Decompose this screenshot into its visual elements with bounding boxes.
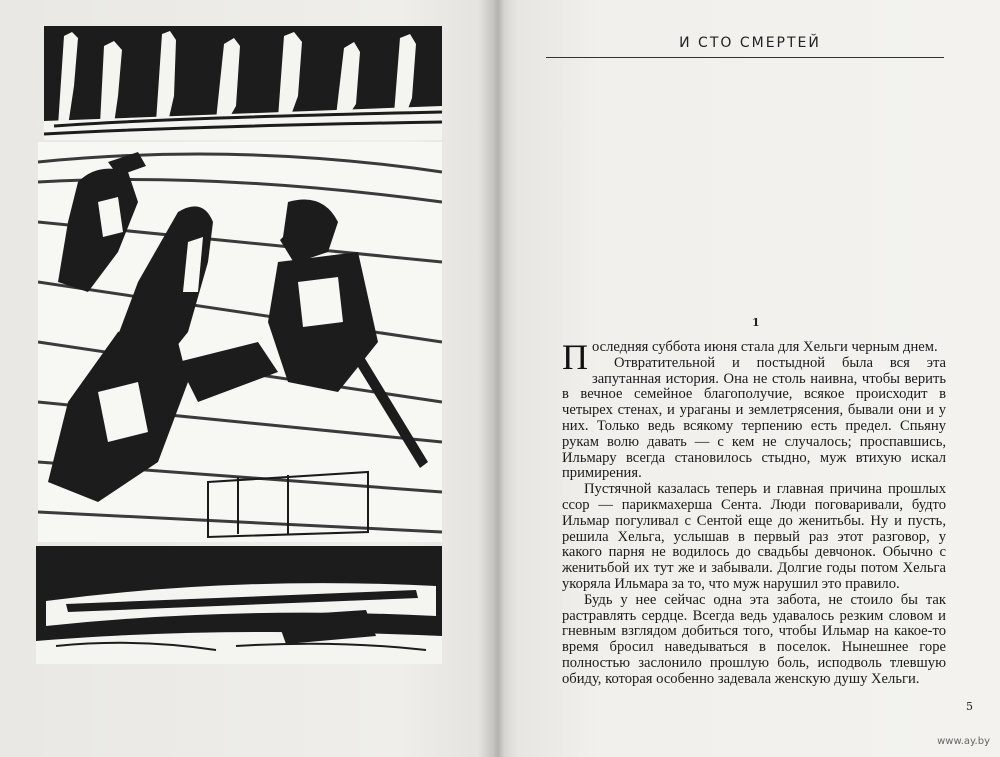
paragraph <box>562 337 946 377</box>
illustration-panel-soldiers <box>38 142 442 542</box>
paragraph-text: оследняя суббота июня стала для Хельги черным днем. <box>592 339 938 355</box>
paragraph: Отвратительной и постыдной была вся эта запутанная история. Она не столь наивна, чтобы верить в вечное семейное благополучие, всякое происходит в четырех стенах, и ураганы и землетрясения, бывали они и у них. Только ведь всякому терпению есть предел. Спьяну рукам волю давать — с кем не случалось; проспавшись, Ильмару всегда становилось стыдно, муж втихую искал примирения. <box>562 354 946 482</box>
book-gutter <box>478 0 518 757</box>
watermark: www.ay.by <box>937 736 990 747</box>
illustration-panel-top <box>44 26 442 140</box>
illustration-panel-rifle <box>36 546 442 664</box>
chapter-number: 1 <box>752 316 760 329</box>
page-number: 5 <box>966 700 973 713</box>
paragraph: Пустячной казалась теперь и главная причина прошлых ссор — парикмахерша Сента. Люди поговаривали, будто Ильмар погуливал с Сентой еще до женитьбы. Ну и пусть, решила Хельга, услышав в первый раз этот разговор, у какого парня не водилось до свадьбы девчонок. Обычно с женитьбой их тут же и забывали. Долгие годы потом Хельга укоряла Ильмара за то, что муж нарушил это правило. <box>562 481 946 592</box>
paragraph: Будь у нее сейчас одна эта забота, не стоило бы так растравлять сердце. Всегда ведь удавалось резким словом и гневным взглядом добиться того, чтобы Ильмар на какое-то время бросил наведываться в поселок. Нынешнее горе полностью заслонило прошлую боль, исподволь тлевшую обиду, которая особенно задевала женскую душу Хельги. <box>562 591 946 687</box>
header-rule <box>546 57 944 58</box>
drop-cap: П <box>562 337 588 377</box>
running-header: И СТО СМЕРТЕЙ <box>679 35 821 51</box>
chapter-text <box>562 337 946 688</box>
